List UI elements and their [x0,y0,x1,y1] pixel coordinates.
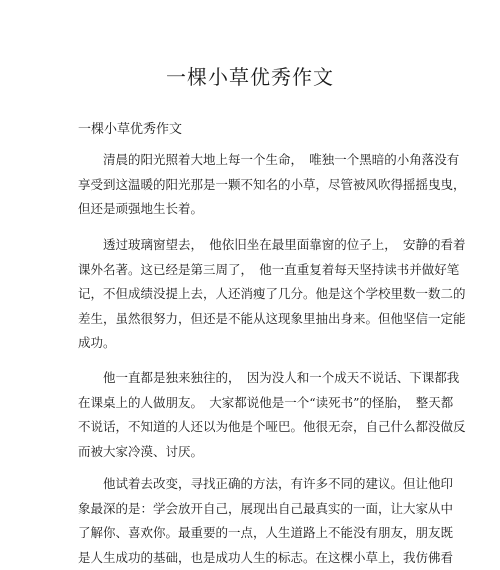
paragraph-line: 透过玻璃窗望去， 他依旧坐在最里面靠窗的位子上， 安静的看着 [78,233,428,258]
paragraph-line: 差生，虽然很努力，但还是不能从这现象里抽出身来。但他坚信一定能 [78,307,428,332]
paragraph-line: 课外名著。这已经是第三周了， 他一直重复着每天坚持读书并做好笔 [78,258,428,283]
paragraph-line: 记，不但成绩没提上去，人还消瘦了几分。他是这个学校里数一数二的 [78,282,428,307]
paragraph-line: 清晨的阳光照着大地上每一个生命， 唯独一个黑暗的小角落没有 [78,148,428,173]
paragraph-1 [78,148,428,222]
paragraph-line: 是人生成功的基础，也是成功人生的标志。在这棵小草上，我仿佛看 [78,546,428,570]
paragraph-line: 不说话，不知道的人还以为他是个哑巴。他很无奈，自己什么都没做反 [78,415,428,440]
paragraph-line: 而被大家冷漠、讨厌。 [78,440,428,465]
paragraph-line: 享受到这温暖的阳光那是一颗不知名的小草，尽管被风吹得摇摇曳曳， [78,173,428,198]
paragraph-line: 他试着去改变，寻找正确的方法，有许多不同的建议。但让他印 [78,472,428,497]
paragraph-line: 在课桌上的人做朋友。 大家都说他是一个“读死书”的怪胎， 整天都 [78,391,428,416]
document-subtitle: 一棵小草优秀作文 [78,121,182,139]
paragraph-line: 了解你、喜欢你。最重要的一点，人生道路上不能没有朋友，朋友既 [78,521,428,546]
paragraph-line: 成功。 [78,331,428,356]
paragraph-3 [78,366,428,464]
document-title: 一棵小草优秀作文 [0,64,500,90]
paragraph-line: 象最深的是：学会放开自己，展现出自己最真实的一面，让大家从中 [78,497,428,522]
paragraph-4 [78,472,428,570]
paragraph-2 [78,233,428,356]
paragraph-line: 他一直都是独来独往的， 因为没人和一个成天不说话、下课都我 [78,366,428,391]
paragraph-line: 但还是顽强地生长着。 [78,197,428,222]
